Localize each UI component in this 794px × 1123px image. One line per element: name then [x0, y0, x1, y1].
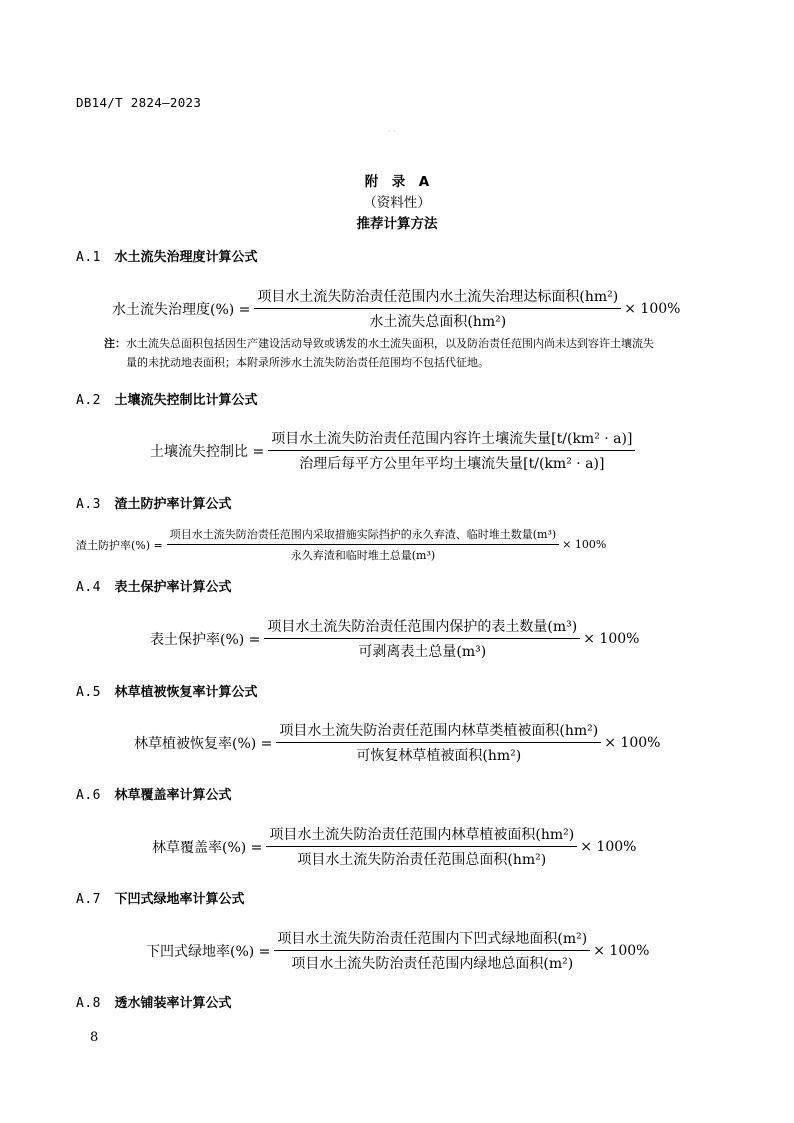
- formula-lhs: 表土保护率(%) =: [150, 631, 261, 648]
- formula-lhs: 林草覆盖率(%) =: [152, 839, 263, 856]
- numerator: 项目水土流失防治责任范围内林草植被面积(hm²): [269, 827, 575, 843]
- denominator: 项目水土流失防治责任范围内绿地总面积(m²): [291, 956, 574, 972]
- section-title: 林草覆盖率计算公式: [114, 788, 232, 803]
- formula-multiplier: × 100%: [580, 838, 637, 855]
- formula-multiplier: × 100%: [583, 630, 640, 647]
- section-title: 表土保护率计算公式: [114, 580, 232, 595]
- section-a7-heading: [76, 888, 245, 907]
- section-title: 土壤流失控制比计算公式: [114, 393, 258, 408]
- denominator: 水土流失总面积(hm²): [369, 314, 507, 330]
- fraction: [276, 720, 601, 765]
- section-title: 渣土防护率计算公式: [114, 497, 232, 512]
- denominator: 项目水土流失防治责任范围总面积(hm²): [297, 852, 547, 868]
- section-number: A.3: [76, 497, 101, 512]
- appendix-nature: （资料性）: [363, 195, 431, 211]
- section-number: A.7: [76, 892, 101, 907]
- formula-lhs: 土壤流失控制比 =: [150, 443, 265, 460]
- section-a2-heading: [76, 389, 258, 408]
- page-number: 8: [90, 1030, 99, 1045]
- formula-a4: [150, 616, 639, 661]
- section-title: 水土流失治理度计算公式: [114, 250, 258, 265]
- formula-multiplier: × 100%: [624, 300, 681, 317]
- numerator: 项目水土流失防治责任范围内保护的表土数量(m³): [267, 619, 578, 635]
- formula-lhs: 下凹式绿地率(%) =: [146, 943, 271, 960]
- fraction: [266, 824, 577, 869]
- formula-lhs: 水土流失治理度(%) =: [112, 301, 251, 318]
- appendix-title: 附 录 A: [364, 174, 430, 190]
- section-title: 透水铺装率计算公式: [114, 996, 232, 1011]
- formula-a6: [152, 824, 636, 869]
- denominator: 可剥离表土总量(m³): [358, 644, 487, 660]
- section-number: A.4: [76, 580, 101, 595]
- section-number: A.8: [76, 996, 101, 1011]
- note-line-1: 水土流失总面积包括因生产建设活动导致或诱发的水土流失面积，以及防治责任范围内尚未达到容许土壤流失: [126, 337, 654, 350]
- section-a5-heading: [76, 681, 258, 700]
- section-a3-heading: [76, 493, 232, 512]
- standard-code: DB14/T 2824—2023: [76, 95, 202, 110]
- formula-lhs: 林草植被恢复率(%) =: [134, 735, 273, 752]
- section-number: A.2: [76, 393, 101, 408]
- numerator: 项目水土流失防治责任范围内下凹式绿地面积(m²): [277, 931, 588, 947]
- section-a6-heading: [76, 784, 232, 803]
- section-a4-heading: [76, 576, 232, 595]
- formula-a5: [134, 720, 660, 765]
- numerator: 项目水土流失防治责任范围内容许土壤流失量[t/(km² · a)]: [271, 431, 633, 447]
- fraction: [264, 616, 580, 661]
- formula-multiplier: × 100%: [593, 942, 650, 959]
- note-line-2: 量的未扰动地表面积；本附录所涉水土流失防治责任范围均不包括代征地。: [126, 356, 489, 369]
- section-a8-heading: [76, 992, 232, 1011]
- note: [104, 334, 714, 372]
- numerator: 项目水土流失防治责任范围内采取措施实际挡护的永久弃渣、临时堆土数量(m³): [169, 528, 557, 541]
- faint-mark: · ·: [388, 127, 396, 136]
- fraction: [274, 928, 590, 973]
- denominator: 永久弃渣和临时堆土总量(m³): [290, 549, 436, 562]
- fraction: [254, 286, 621, 331]
- fraction: [167, 526, 559, 563]
- appendix-heading: 推荐计算方法: [356, 216, 438, 232]
- section-number: A.6: [76, 788, 101, 803]
- denominator: 治理后每平方公里年平均土壤流失量[t/(km² · a)]: [299, 456, 605, 472]
- formula-lhs: 渣土防护率(%) =: [76, 538, 163, 552]
- section-number: A.1: [76, 250, 101, 265]
- formula-a3: [76, 526, 606, 563]
- numerator: 项目水土流失防治责任范围内林草类植被面积(hm²): [279, 723, 599, 739]
- section-a1-heading: [76, 246, 258, 265]
- formula-a2: [150, 428, 635, 473]
- formula-multiplier: × 100%: [604, 734, 661, 751]
- formula-multiplier: × 100%: [562, 538, 607, 551]
- numerator: 项目水土流失防治责任范围内水土流失治理达标面积(hm²): [257, 289, 619, 305]
- denominator: 可恢复林草植被面积(hm²): [356, 748, 522, 764]
- formula-a1: [112, 286, 680, 331]
- note-label: 注：: [104, 337, 126, 350]
- formula-a7: [146, 928, 649, 973]
- fraction: [268, 428, 635, 473]
- section-title: 林草植被恢复率计算公式: [114, 685, 258, 700]
- section-number: A.5: [76, 685, 101, 700]
- section-title: 下凹式绿地率计算公式: [114, 892, 245, 907]
